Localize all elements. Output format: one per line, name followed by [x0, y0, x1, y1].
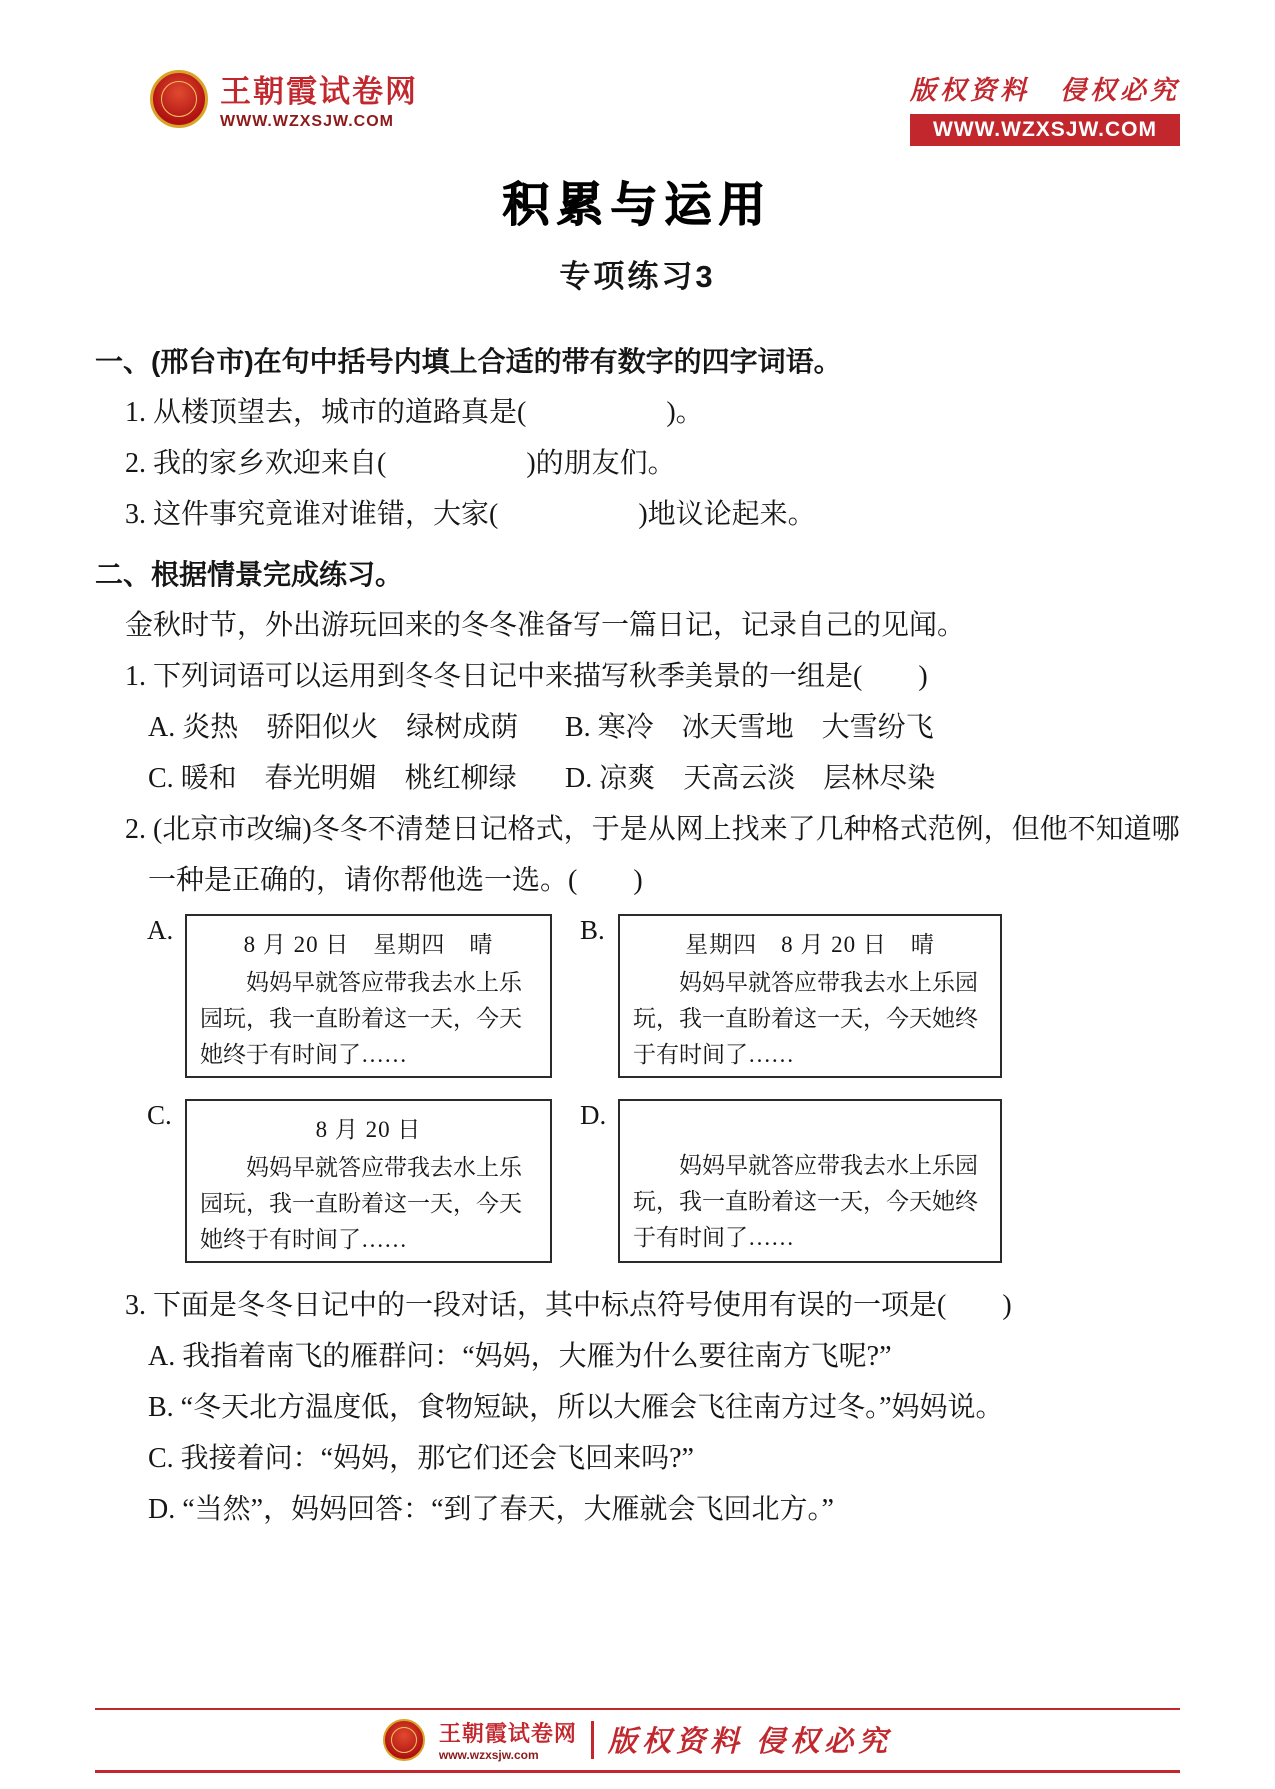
page-title: 积累与运用: [502, 178, 773, 231]
brand-text: [220, 66, 418, 131]
diary-box-b-heading: 星期四 8 月 20 日 晴: [685, 932, 935, 957]
page-subtitle: 专项练习3: [559, 259, 716, 294]
question1-option-b: B. 寒冷 冰天雪地 大雪纷飞: [565, 712, 934, 743]
diary-box-cell-c: [147, 1099, 552, 1263]
page-footer: [95, 1708, 1180, 1773]
question3-option-b: B. “冬天北方温度低，食物短缺，所以大雁会飞往南方过冬。”妈妈说。: [148, 1392, 1004, 1423]
footer-divider: [591, 1721, 594, 1759]
diary-box-d: [618, 1099, 1002, 1263]
diary-box-b: [618, 914, 1002, 1078]
question3-block: [95, 1280, 1180, 1535]
question3-option-c: C. 我接着问：“妈妈，那它们还会飞回来吗?”: [148, 1443, 694, 1474]
question1-option-d: D. 凉爽 天高云淡 层林尽染: [565, 763, 936, 794]
brand-url: WWW.WZXSJW.COM: [220, 113, 394, 130]
copyright-notice: 版权资料 侵权必究: [909, 76, 1180, 105]
diary-box-a-body: 妈妈早就答应带我去水上乐园玩，我一直盼着这一天，今天她终于有时间了……: [200, 970, 522, 1067]
question2-stem: 2. (北京市改编)冬冬不清楚日记格式，于是从网上找来了几种格式范例，但他不知道哪一种是正确的，请你帮他选一选。( ): [125, 814, 1180, 896]
diary-box-c-heading: 8 月 20 日: [315, 1117, 422, 1142]
site-url-badge: WWW.WZXSJW.COM: [910, 114, 1180, 146]
diary-box-label-d: D.: [580, 1100, 607, 1130]
diary-box-cell-d: [580, 1099, 1002, 1263]
diary-box-cell-a: [147, 914, 552, 1078]
site-logo: [150, 66, 418, 131]
diary-box-d-heading: [633, 1110, 987, 1148]
header-right: [910, 66, 1180, 146]
brand-title: 王朝霞试卷网: [220, 74, 418, 109]
footer-brand-url: www.wzxsjw.com: [438, 1748, 539, 1762]
question3-option-d: D. “当然”，妈妈回答：“到了春天，大雁就会飞回北方。”: [148, 1494, 834, 1525]
question1-stem: 1. 下列词语可以运用到冬冬日记中来描写秋季美景的一组是( ): [125, 661, 928, 692]
footer-content: [95, 1710, 1180, 1770]
diary-box-label-a: A.: [147, 915, 174, 945]
question1-option-c: C. 暖和 春光明媚 桃红柳绿: [148, 763, 517, 794]
footer-bottom-rule: [95, 1770, 1180, 1773]
diary-box-cell-b: [580, 914, 1002, 1078]
footer-copyright-notice: 版权资料 侵权必究: [607, 1726, 893, 1758]
diary-box-d-body: 妈妈早就答应带我去水上乐园玩，我一直盼着这一天，今天她终于有时间了……: [633, 1153, 978, 1250]
diary-box-b-body: 妈妈早就答应带我去水上乐园玩，我一直盼着这一天，今天她终于有时间了……: [633, 970, 978, 1067]
question1-options: [148, 702, 1180, 804]
diary-box-label-c: C.: [147, 1100, 172, 1130]
question1-option-a: A. 炎热 骄阳似火 绿树成荫: [148, 712, 519, 743]
diary-box-a: [185, 914, 552, 1078]
diary-box-c-body: 妈妈早就答应带我去水上乐园玩，我一直盼着这一天，今天她终于有时间了……: [200, 1155, 522, 1252]
footer-brand-text: [439, 1717, 577, 1762]
diary-box-a-heading: 8 月 20 日 星期四 晴: [243, 932, 494, 957]
page-header: [0, 0, 1275, 146]
question3-stem: 3. 下面是冬冬日记中的一段对话，其中标点符号使用有误的一项是( ): [125, 1290, 1012, 1321]
diary-box-c: [185, 1099, 552, 1263]
section1-item-3: 3. 这件事究竟谁对谁错，大家( )地议论起来。: [125, 499, 816, 530]
question3-option-a: A. 我指着南飞的雁群问：“妈妈，大雁为什么要往南方飞呢?”: [148, 1341, 892, 1372]
diary-format-boxes: [147, 914, 1180, 1263]
section2-intro: 金秋时节，外出游玩回来的冬冬准备写一篇日记，记录自己的见闻。: [125, 610, 966, 641]
section1-item-1: 1. 从楼顶望去，城市的道路真是( )。: [125, 397, 704, 428]
footer-brand-title: 王朝霞试卷网: [438, 1721, 577, 1746]
section1-heading: 一、(邢台市)在句中括号内填上合适的带有数字的四字词语。: [95, 346, 842, 377]
section2-heading: 二、根据情景完成练习。: [95, 559, 404, 590]
diary-box-label-b: B.: [580, 915, 605, 945]
footer-logo-seal-icon: [383, 1719, 425, 1761]
logo-seal-icon: [150, 70, 208, 128]
worksheet-content: [0, 336, 1275, 1535]
section1-item-2: 2. 我的家乡欢迎来自( )的朋友们。: [125, 448, 676, 479]
